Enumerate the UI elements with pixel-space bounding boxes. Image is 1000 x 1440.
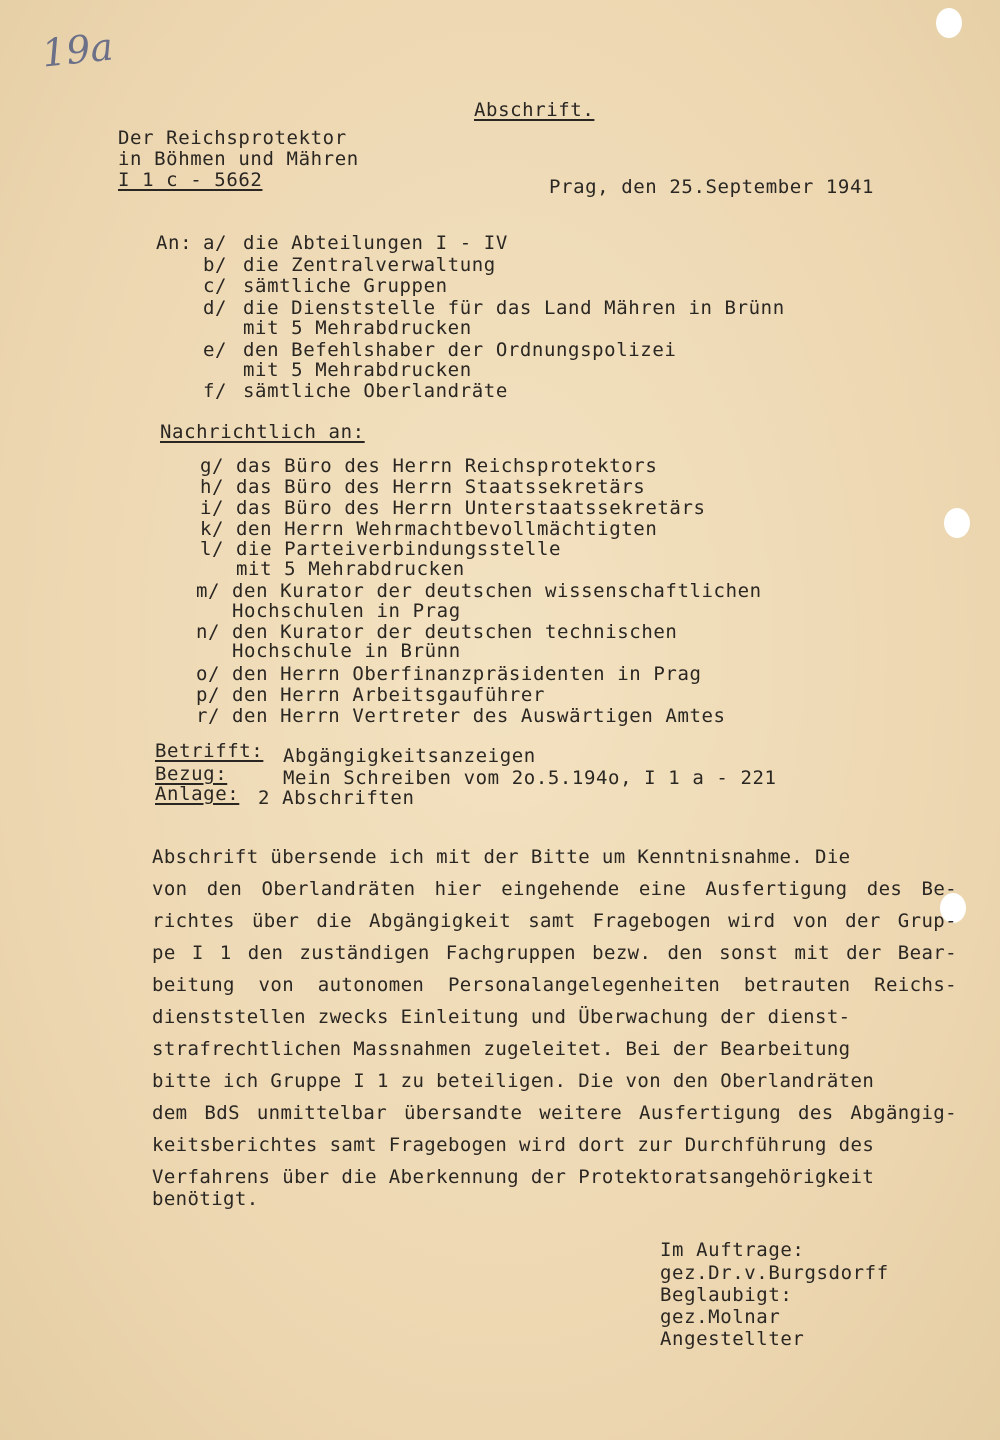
meta-value: Mein Schreiben vom 2o.5.194o, I 1 a - 221 [283,767,777,789]
body-line: strafrechtlichen Massnahmen zugeleitet. Bei der Bearbeitung [152,1038,851,1060]
signature-line: gez.Dr.v.Burgsdorff [660,1262,889,1284]
signature-line: Angestellter [660,1328,805,1350]
sender-line-2: in Böhmen und Mähren [118,148,359,170]
cc-letter: l/ [200,538,225,560]
meta-value: 2 Abschriften [258,787,415,809]
recipient-letter: f/ [203,380,228,402]
recipient-letter: d/ [203,297,228,319]
cc-letter: p/ [196,684,221,706]
recipient-text: mit 5 Mehrabdrucken [243,359,472,381]
body-line: bitte ich Gruppe I 1 zu beteiligen. Die von den Oberlandräten [152,1070,875,1092]
cc-letter: n/ [196,621,221,643]
reference-number: I 1 c - 5662 [118,169,263,191]
cc-label: Nachrichtlich an: [160,421,365,443]
recipient-letter: b/ [203,254,228,276]
cc-text: den Kurator der deutschen wissenschaftlichen [232,580,762,602]
cc-text: Hochschulen in Prag [232,600,461,622]
cc-letter: i/ [200,497,225,519]
body-line: pe I 1 den zuständigen Fachgruppen bezw. den sonst mit der Bear- [152,942,957,964]
signature-line: gez.Molnar [660,1306,781,1328]
body-line: dienststellen zwecks Einleitung und Überwachung der dienst- [152,1006,851,1028]
cc-letter: g/ [200,455,225,477]
cc-text: den Kurator der deutschen technischen [232,621,678,643]
signature-line: Beglaubigt: [660,1284,793,1306]
punch-hole-middle [944,508,970,538]
body-line: richtes über die Abgängigkeit samt Fragebogen wird von der Grup- [152,910,957,932]
cc-letter: m/ [196,580,221,602]
signature-line: Im Auftrage: [660,1239,805,1261]
cc-letter: o/ [196,663,221,685]
cc-text: das Büro des Herrn Staatssekretärs [236,476,646,498]
recipient-text: sämtliche Oberlandräte [243,380,508,402]
cc-text: den Herrn Arbeitsgauführer [232,684,546,706]
cc-text: den Herrn Oberfinanzpräsidenten in Prag [232,663,702,685]
cc-letter: r/ [196,705,221,727]
body-line: von den Oberlandräten hier eingehende eine Ausfertigung des Be- [152,878,957,900]
cc-letter: h/ [200,476,225,498]
date-line: Prag, den 25.September 1941 [549,176,875,198]
cc-text: mit 5 Mehrabdrucken [236,558,465,580]
document-title: Abschrift. [474,99,595,121]
recipient-letter: c/ [203,275,228,297]
handwritten-folio-number: 19a [39,24,116,76]
sender-line-1: Der Reichsprotektor [118,127,347,149]
cc-text: die Parteiverbindungsstelle [236,538,562,560]
body-line: beitung von autonomen Personalangelegenheiten betrauten Reichs- [152,974,957,996]
recipient-text: die Abteilungen I - IV [243,232,508,254]
meta-label: Anlage: [155,783,240,805]
recipient-letter: e/ [203,339,228,361]
recipient-letter: a/ [203,232,228,254]
meta-label: Betrifft: [155,740,264,762]
cc-text: das Büro des Herrn Unterstaatssekretärs [236,497,706,519]
body-line: dem BdS unmittelbar übersandte weitere Ausfertigung des Abgängig- [152,1102,957,1124]
body-line: keitsberichtes samt Fragebogen wird dort zur Durchführung des [152,1134,875,1156]
body-line: Abschrift übersende ich mit der Bitte um Kenntnisnahme. Die [152,846,851,868]
meta-value: Abgängigkeitsanzeigen [283,745,536,767]
cc-text: den Herrn Wehrmachtbevollmächtigten [236,518,658,540]
cc-letter: k/ [200,518,225,540]
body-line: benötigt. [152,1188,259,1210]
recipient-text: die Zentralverwaltung [243,254,496,276]
recipients-label: An: [156,232,193,254]
recipient-text: die Dienststelle für das Land Mähren in Brünn [243,297,785,319]
cc-text: Hochschule in Brünn [232,640,461,662]
cc-text: das Büro des Herrn Reichsprotektors [236,455,658,477]
cc-text: den Herrn Vertreter des Auswärtigen Amtes [232,705,726,727]
meta-label: Bezug: [155,763,228,785]
punch-hole-top [936,8,962,38]
body-line: Verfahrens über die Aberkennung der Protektoratsangehörigkeit [152,1166,875,1188]
recipient-text: mit 5 Mehrabdrucken [243,317,472,339]
recipient-text: sämtliche Gruppen [243,275,448,297]
recipient-text: den Befehlshaber der Ordnungspolizei [243,339,677,361]
